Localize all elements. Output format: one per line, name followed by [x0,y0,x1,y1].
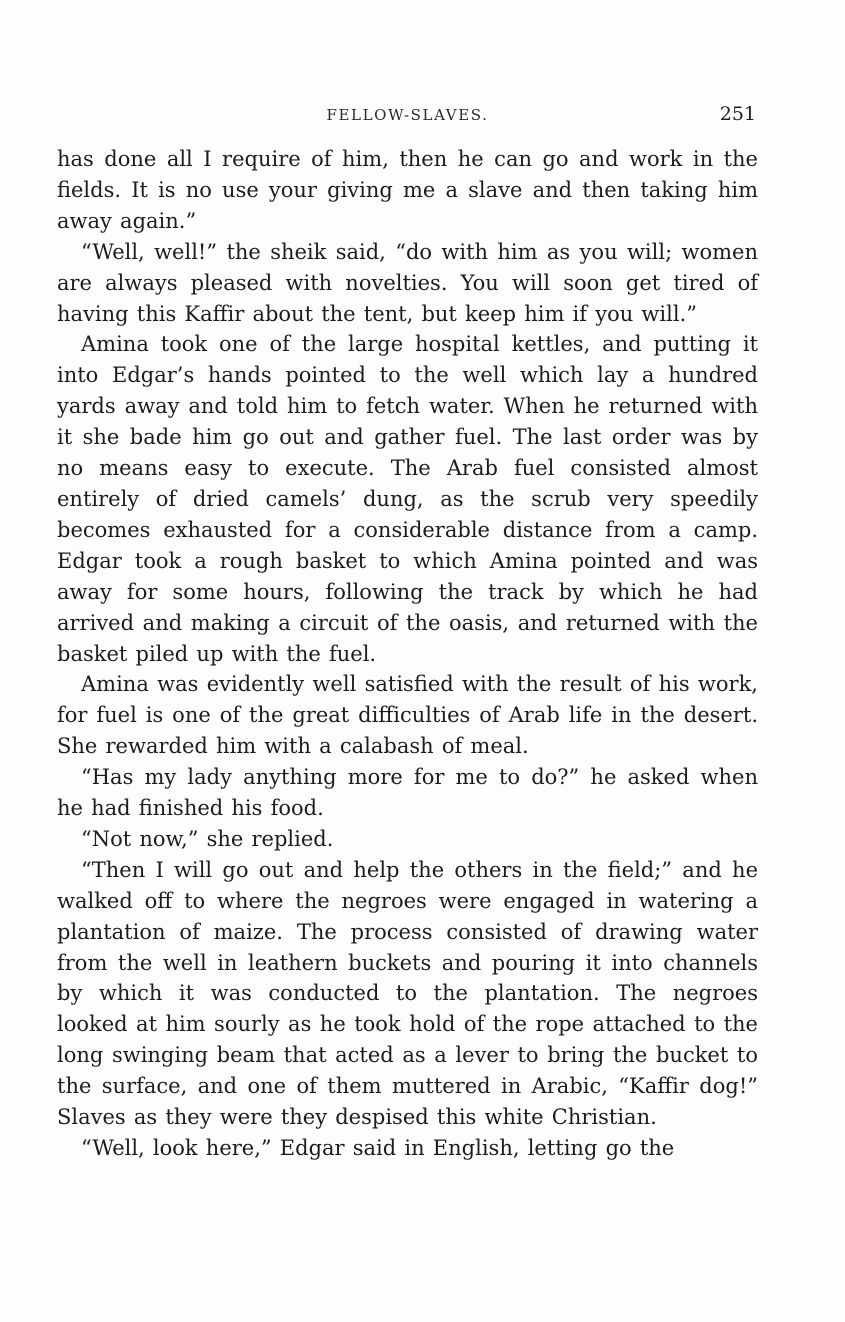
paragraph: “Then I will go out and help the others in the field;” and he walked off to where the negroes were engaged in watering a plantation of maize. The process consisted of drawing water from the well in leathern buckets and pouring it into channels by which it was conducted to the plantation. The negroes looked at him sourly as he took hold of the rope attached to the long swinging beam that acted as a lever to bring the bucket to the surface, and one of them muttered in Arabic, “Kaffir dog!” Slaves as they were they despised this white Christian. [57,857,758,1130]
paragraph: “Well, look here,” Edgar said in English, letting go the [81,1136,675,1160]
paragraph: “Well, well!” the sheik said, “do with him as you will; women are always pleased with novelties. You will soon get tired of having this Kaffir about the tent, but keep him if you will.” [57,239,758,326]
page-header [57,103,758,127]
paragraph: “Has my lady anything more for me to do?” he asked when he had finished his food. [57,765,758,821]
paragraph: has done all I require of him, then he can go and work in the fields. It is no use your giving me a slave and then taking him away again.” [57,147,758,233]
paragraph: Amina was evidently well satisfied with the result of his work, for fuel is one of the great difficulties of Arab life in the desert. She rewarded him with a calabash of meal. [57,672,758,759]
running-title: FELLOW-SLAVES. [326,106,489,124]
page-number: 251 [719,103,756,125]
page-body [57,144,758,1164]
paragraph: “Not now,” she replied. [81,826,334,851]
paragraph: Amina took one of the large hospital kettles, and putting it into Edgar’s hands pointed to the well which lay a hundred yards away and told him to fetch water. When he returned with it she bade him go out and gather fuel. The last order was by no means easy to execute. The Arab fuel consisted almost entirely of dried camels’ dung, as the scrub very speedily becomes exhausted for a considerable distance from a camp. Edgar took a rough basket to which Amina pointed and was away for some hours, following the track by which he had arrived and making a circuit of the oasis, and returned with the basket piled up with the fuel. [57,332,758,666]
